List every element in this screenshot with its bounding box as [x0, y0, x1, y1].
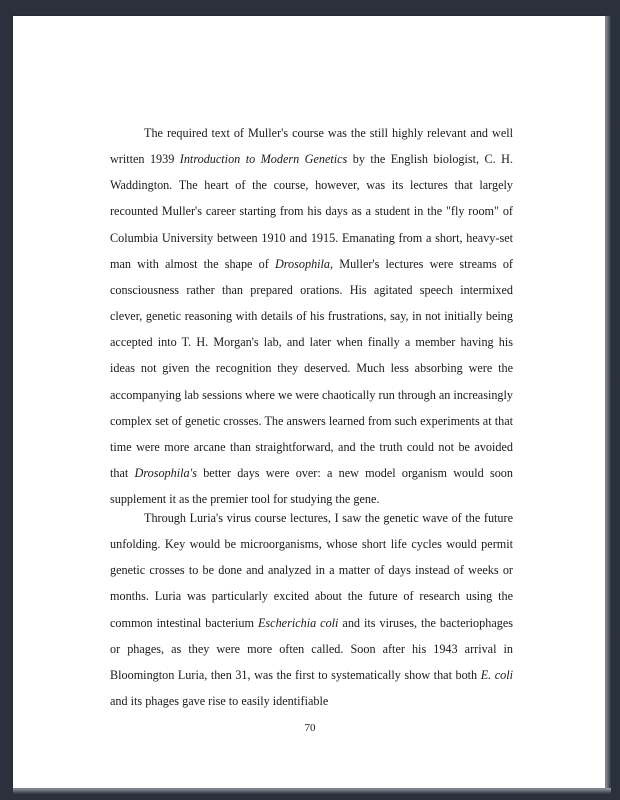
- paragraph-muller-course: [110, 120, 513, 512]
- page-number: 70: [304, 722, 316, 734]
- paragraph-segment: and its viruses, the bacteriophages or phages, as they were more often called. Soon after his 1943 arrival in Bloomington Luria, then 31, was the first to systematically show that both: [110, 615, 513, 682]
- paragraph-segment: and its phages gave rise to easily identifiable: [110, 694, 329, 709]
- organism-name: Drosophila's: [134, 466, 197, 481]
- page-edge-shadow-bottom: [13, 788, 611, 794]
- page-edge-shadow-right: [605, 16, 611, 788]
- organism-name: Drosophila: [274, 256, 331, 271]
- paragraph-luria-course: [110, 505, 513, 714]
- paragraph-segment: The required text of Muller's course was the still highly relevant and well written 1939: [110, 126, 513, 167]
- book-title: Introduction to Modern Genetics: [179, 152, 348, 167]
- organism-name: Escherichia coli: [257, 615, 339, 630]
- organism-name: E. coli: [480, 667, 513, 682]
- paragraph-segment: , Muller's lectures were streams of consciousness rather than prepared orations. His agitated speech intermixed clever, genetic reasoning with details of his frustrations, say, in not initially being accepted into T. H. Morgan's lab, and later when finally a member having his ideas not given the recognition they deserved. Much less absorbing were the accompanying lab sessions where we were chaotically run through an increasingly complex set of genetic crosses. The answers learned from such experiments at that time were more arcane than straightforward, and the truth could not be avoided that: [110, 256, 513, 481]
- paragraph-segment: Through Luria's virus course lectures, I saw the genetic wave of the future unfolding. Key would be microorganisms, whose short life cycles would permit genetic crosses to be done and analyzed in a matter of days instead of weeks or months. Luria was particularly excited about the future of research using the common intestinal bacterium: [110, 511, 513, 630]
- paragraph-segment: by the English biologist, C. H. Waddington. The heart of the course, however, was its lectures that largely recounted Muller's career starting from his days as a student in the "fly room" of Columbia University between 1910 and 1915. Emanating from a short, heavy-set man with almost the shape of: [110, 152, 513, 271]
- paragraph-segment: better days were over: a new model organism would soon supplement it as the premier tool for studying the gene.: [110, 466, 513, 507]
